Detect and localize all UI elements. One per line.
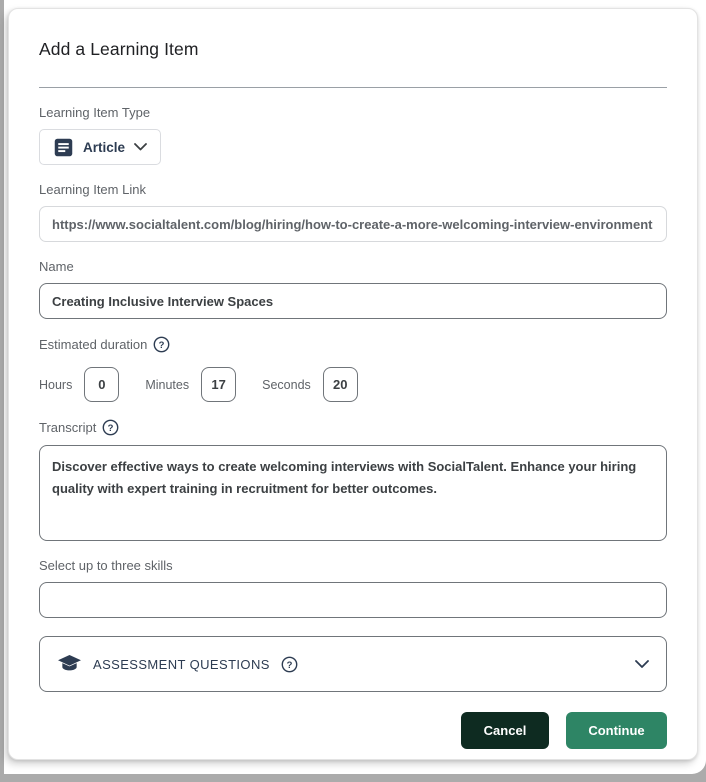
minutes-input[interactable] bbox=[201, 367, 236, 402]
continue-button[interactable]: Continue bbox=[566, 712, 667, 749]
skills-label: Select up to three skills bbox=[39, 558, 173, 573]
duration-row bbox=[39, 367, 667, 402]
transcript-help-icon[interactable] bbox=[102, 419, 119, 436]
accordion-chevron-down-icon[interactable] bbox=[635, 660, 649, 669]
hours-input[interactable] bbox=[84, 367, 119, 402]
article-icon bbox=[53, 137, 74, 158]
transcript-label-text: Transcript bbox=[39, 420, 97, 435]
modal-footer bbox=[39, 712, 667, 749]
learning-item-link-label: Learning Item Link bbox=[39, 182, 146, 197]
estimated-duration-label bbox=[39, 336, 667, 353]
chevron-down-icon bbox=[134, 143, 147, 151]
minutes-label: Minutes bbox=[145, 377, 190, 392]
transcript-textarea[interactable] bbox=[39, 445, 667, 541]
name-input[interactable] bbox=[39, 283, 667, 319]
cancel-button[interactable]: Cancel bbox=[461, 712, 549, 749]
learning-item-type-label: Learning Item Type bbox=[39, 105, 151, 120]
assessment-help-icon[interactable] bbox=[281, 656, 298, 673]
svg-text:?: ? bbox=[159, 340, 165, 351]
learning-item-link-input[interactable] bbox=[39, 206, 667, 242]
seconds-input[interactable] bbox=[323, 367, 358, 402]
assessment-questions-accordion[interactable] bbox=[39, 636, 667, 692]
hours-label: Hours bbox=[39, 377, 73, 392]
skills-input[interactable] bbox=[39, 582, 667, 618]
svg-text:?: ? bbox=[107, 423, 114, 434]
assessment-questions-label: ASSESSMENT QUESTIONS bbox=[93, 656, 270, 672]
svg-text:?: ? bbox=[286, 659, 293, 671]
seconds-label: Seconds bbox=[262, 377, 311, 392]
learning-item-type-dropdown[interactable] bbox=[39, 129, 161, 165]
title-divider bbox=[39, 87, 667, 88]
learning-item-type-value: Article bbox=[83, 139, 126, 155]
name-label: Name bbox=[39, 259, 74, 274]
duration-help-icon[interactable] bbox=[153, 336, 170, 353]
graduation-cap-icon bbox=[57, 654, 82, 675]
estimated-duration-label-text: Estimated duration bbox=[39, 337, 148, 352]
modal-title: Add a Learning Item bbox=[39, 39, 199, 59]
transcript-label bbox=[39, 419, 667, 436]
add-learning-item-modal bbox=[8, 8, 698, 760]
